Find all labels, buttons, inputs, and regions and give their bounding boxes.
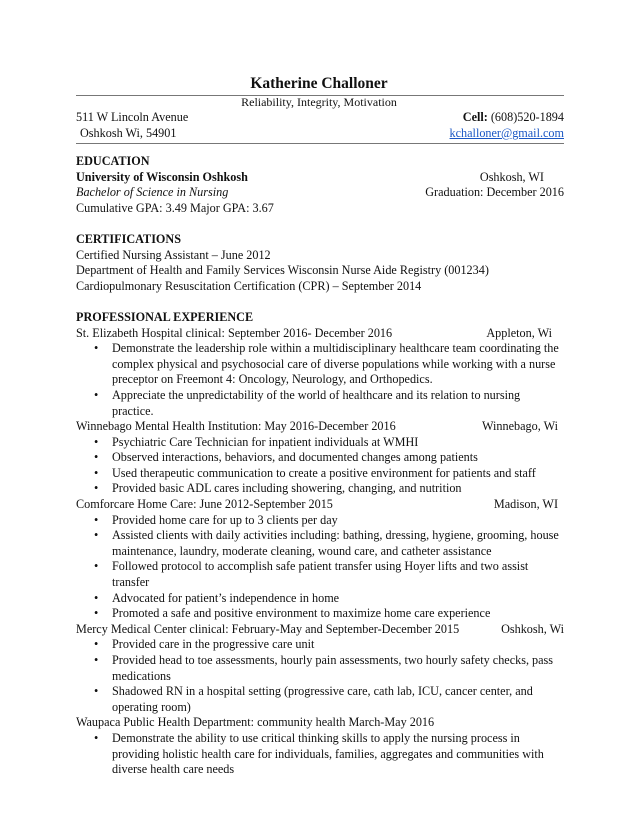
job-bullet: • Demonstrate the leadership role within a multidisciplinary healthcare team coordinating the complex physical and psychosocial care of diverse populations while working with a nurse preceptor on Freemont 4: Oncology, Neurology, and Orthopedics. bbox=[76, 341, 564, 388]
job-bullet: • Followed protocol to accomplish safe patient transfer using Hoyer lifts and two assist transfer bbox=[76, 559, 564, 590]
contact-row-2 bbox=[76, 126, 564, 142]
cell-value: (608)520-1894 bbox=[490, 110, 564, 124]
job-title: Mercy Medical Center clinical: February-May and September-December 2015 bbox=[76, 621, 460, 636]
degree: Bachelor of Science in Nursing bbox=[76, 185, 229, 200]
experience-heading: PROFESSIONAL EXPERIENCE bbox=[76, 309, 254, 324]
job-bullet: • Provided home care for up to 3 clients per day bbox=[76, 513, 564, 529]
job-bullets bbox=[76, 731, 564, 778]
job-location: Appleton, Wi bbox=[486, 325, 552, 340]
job-bullet: • Assisted clients with daily activities including: bathing, dressing, hygiene, grooming, house maintenance, laundry, moderate cleaning, wound care, and catheter assistance bbox=[76, 528, 564, 559]
certification-item: Certified Nursing Assistant – June 2012 bbox=[76, 247, 271, 262]
candidate-name: Katherine Challoner bbox=[250, 75, 388, 92]
certification-item: Department of Health and Family Services Wisconsin Nurse Aide Registry (001234) bbox=[76, 263, 489, 278]
job-location: Winnebago, Wi bbox=[482, 419, 558, 434]
gpa: Cumulative GPA: 3.49 Major GPA: 3.67 bbox=[76, 200, 274, 215]
job-bullet: • Provided head to toe assessments, hourly pain assessments, two hourly safety checks, pass medications bbox=[76, 653, 564, 684]
job-header bbox=[76, 497, 564, 513]
school-name: University of Wisconsin Oshkosh bbox=[76, 169, 248, 184]
job-title: St. Elizabeth Hospital clinical: September 2016- December 2016 bbox=[76, 325, 393, 340]
job-bullets bbox=[76, 435, 564, 497]
address-line-2: Oshkosh Wi, 54901 bbox=[80, 126, 177, 140]
education-heading: EDUCATION bbox=[76, 154, 150, 168]
contact-row-1 bbox=[76, 110, 564, 126]
job-bullets bbox=[76, 341, 564, 419]
address-line-1: 511 W Lincoln Avenue bbox=[76, 110, 189, 124]
job-title: Waupaca Public Health Department: community health March-May 2016 bbox=[76, 715, 435, 730]
education-degree-row bbox=[76, 185, 564, 201]
job-bullets bbox=[76, 513, 564, 622]
header-divider-bottom bbox=[76, 143, 564, 144]
job-bullet: • Psychiatric Care Technician for inpatient individuals at WMHI bbox=[76, 435, 564, 451]
job-bullet: • Used therapeutic communication to create a positive environment for patients and staff bbox=[76, 466, 564, 482]
cell-label: Cell: bbox=[462, 110, 488, 124]
job-bullet: • Provided care in the progressive care unit bbox=[76, 637, 564, 653]
job-header bbox=[76, 326, 564, 342]
job-bullet: • Promoted a safe and positive environment to maximize home care experience bbox=[76, 606, 564, 622]
certification-item: Cardiopulmonary Resuscitation Certification (CPR) – September 2014 bbox=[76, 278, 422, 293]
job-location: Oshkosh, Wi bbox=[501, 621, 564, 636]
certifications-heading: CERTIFICATIONS bbox=[76, 231, 181, 246]
job-bullet: • Shadowed RN in a hospital setting (progressive care, cath lab, ICU, cancer center, and operating room) bbox=[76, 684, 564, 715]
job-bullet: • Advocated for patient’s independence in home bbox=[76, 591, 564, 607]
graduation-date: Graduation: December 2016 bbox=[425, 185, 564, 200]
resume-body bbox=[76, 154, 564, 778]
job-bullet: • Appreciate the unpredictability of the world of healthcare and its relation to nursing practice. bbox=[76, 388, 564, 419]
job-location: Madison, WI bbox=[493, 497, 558, 512]
job-header bbox=[76, 419, 564, 435]
email-link[interactable]: kchalloner@gmail.com bbox=[449, 126, 564, 140]
job-header bbox=[76, 622, 564, 638]
job-bullet: • Provided basic ADL cares including showering, changing, and nutrition bbox=[76, 481, 564, 497]
school-location: Oshkosh, WI bbox=[479, 169, 544, 184]
job-title: Winnebago Mental Health Institution: May 2016-December 2016 bbox=[76, 419, 396, 434]
cell-phone bbox=[463, 110, 564, 126]
tagline: Reliability, Integrity, Motivation bbox=[241, 95, 397, 109]
job-bullets bbox=[76, 637, 564, 715]
job-bullet: • Demonstrate the ability to use critical thinking skills to apply the nursing process in providing holistic health care for individuals, families, aggregates and communities with diverse health care needs bbox=[76, 731, 564, 778]
job-bullet: • Observed interactions, behaviors, and documented changes among patients bbox=[76, 450, 564, 466]
education-school-row bbox=[76, 170, 564, 186]
job-title: Comforcare Home Care: June 2012-September 2015 bbox=[76, 497, 333, 512]
job-header bbox=[76, 715, 564, 731]
